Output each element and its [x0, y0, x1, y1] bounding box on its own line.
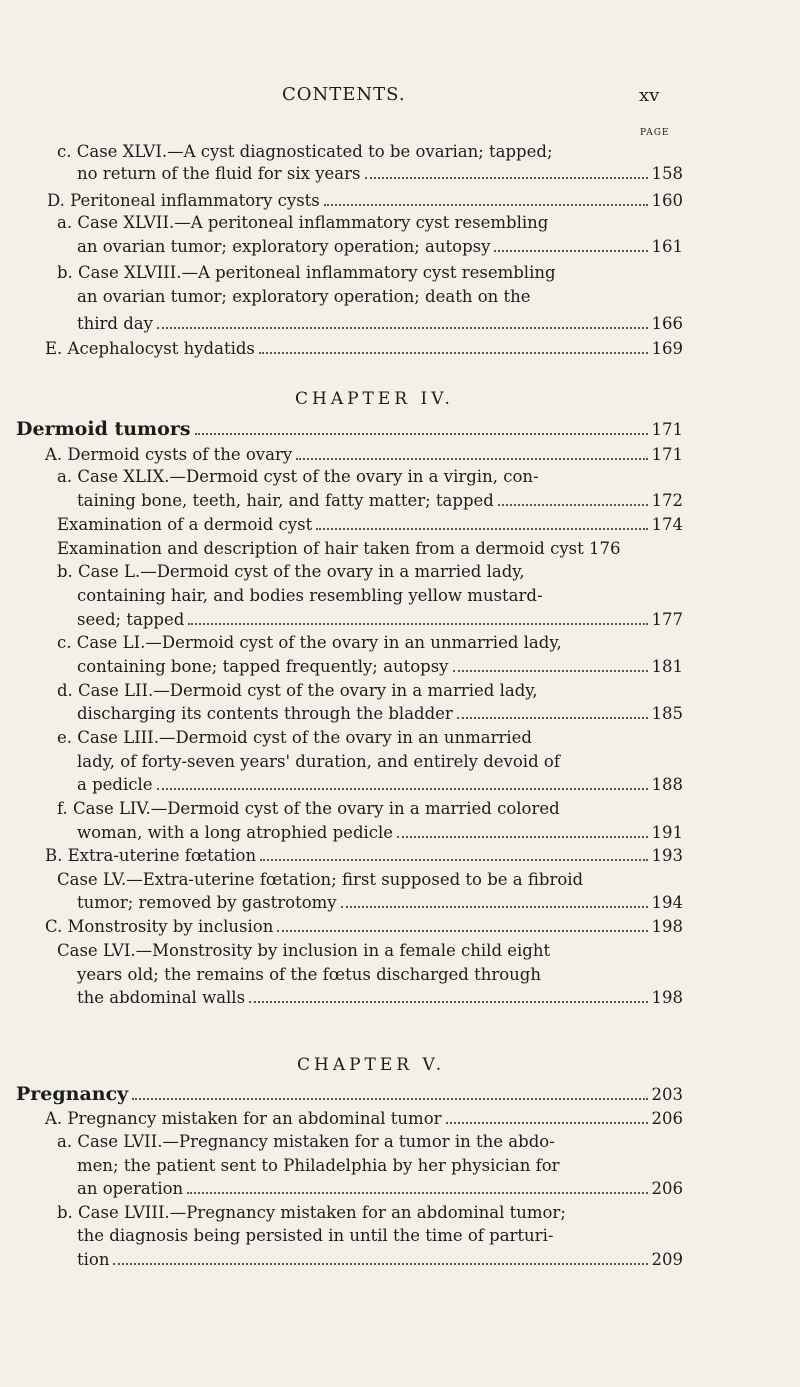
toc-line: years old; the remains of the fœtus discharged through — [77, 965, 541, 984]
toc-line: c. Case LI.—Dermoid cyst of the ovary in an unmarried lady, — [57, 633, 562, 652]
page-number: 203 — [651, 1085, 683, 1104]
toc-line: b. Case L.—Dermoid cyst of the ovary in a married lady, — [57, 562, 525, 581]
page-number: 172 — [651, 491, 683, 510]
page-number: 206 — [651, 1109, 683, 1128]
page-number: 193 — [651, 846, 683, 865]
toc-entry: B. Extra-uterine fœtation 193 — [45, 846, 683, 865]
page-number: 171 — [651, 420, 683, 439]
toc-line: the diagnosis being persisted in until the time of parturi- — [77, 1226, 554, 1245]
toc-line: b. Case XLVIII.—A peritoneal inflammatory cyst resembling — [57, 263, 556, 282]
toc-entry: discharging its contents through the bladder 185 — [77, 704, 683, 723]
toc-line: b. Case LVIII.—Pregnancy mistaken for an abdominal tumor; — [57, 1203, 566, 1222]
toc-entry: C. Monstrosity by inclusion 198 — [45, 917, 683, 936]
toc-entry: Examination of a dermoid cyst 174 — [57, 515, 683, 534]
toc-line: e. Case LIII.—Dermoid cyst of the ovary in an unmarried — [57, 728, 532, 747]
page-column-label: PAGE — [640, 128, 670, 138]
toc-entry: Pregnancy 203 — [16, 1083, 683, 1105]
toc-entry: woman, with a long atrophied pedicle 191 — [77, 823, 683, 842]
toc-line: men; the patient sent to Philadelphia by her physician for — [77, 1156, 560, 1175]
page-number: 174 — [651, 515, 683, 534]
toc-entry: an operation 206 — [77, 1179, 683, 1198]
page-number: 198 — [651, 917, 683, 936]
page-number: 158 — [651, 164, 683, 183]
toc-line: d. Case LII.—Dermoid cyst of the ovary in a married lady, — [57, 681, 538, 700]
page-number: 181 — [651, 657, 683, 676]
toc-entry: D. Peritoneal inflammatory cysts 160 — [47, 191, 683, 210]
toc-entry: seed; tapped 177 — [77, 610, 683, 629]
toc-entry: tumor; removed by gastrotomy 194 — [77, 893, 683, 912]
chapter-heading: CHAPTER V. — [297, 1055, 446, 1075]
toc-entry: no return of the fluid for six years 158 — [77, 164, 683, 183]
toc-entry: Dermoid tumors 171 — [16, 418, 683, 440]
page-number: 177 — [651, 610, 683, 629]
toc-line: an ovarian tumor; exploratory operation; death on the — [77, 287, 531, 306]
page-number: 171 — [651, 445, 683, 464]
toc-line: Examination and description of hair taken from a dermoid cyst 176 — [57, 539, 621, 558]
toc-entry: an ovarian tumor; exploratory operation; autopsy 161 — [77, 237, 683, 256]
toc-line: f. Case LIV.—Dermoid cyst of the ovary in a married colored — [57, 799, 560, 818]
toc-line: Case LVI.—Monstrosity by inclusion in a female child eight — [57, 941, 551, 960]
page-number: 191 — [651, 823, 683, 842]
toc-line: a. Case XLIX.—Dermoid cyst of the ovary in a virgin, con- — [57, 467, 539, 486]
page-number: 188 — [651, 775, 683, 794]
toc-entry: tion 209 — [77, 1250, 683, 1269]
chapter-heading: CHAPTER IV. — [295, 389, 454, 409]
page-number: 160 — [651, 191, 683, 210]
page-header-title: CONTENTS. — [282, 84, 406, 105]
page-number: 206 — [651, 1179, 683, 1198]
page-number: 166 — [651, 314, 683, 333]
toc-entry: A. Pregnancy mistaken for an abdominal tumor 206 — [45, 1109, 683, 1128]
page-number: 161 — [651, 237, 683, 256]
toc-line: containing hair, and bodies resembling yellow mustard- — [77, 586, 543, 605]
page-number: 198 — [651, 988, 683, 1007]
toc-line: lady, of forty-seven years' duration, and entirely devoid of — [77, 752, 560, 771]
page-number: 194 — [651, 893, 683, 912]
page-number: 185 — [651, 704, 683, 723]
toc-line: a. Case XLVII.—A peritoneal inflammatory cyst resembling — [57, 213, 549, 232]
toc-entry: a pedicle 188 — [77, 775, 683, 794]
toc-entry: A. Dermoid cysts of the ovary 171 — [45, 445, 683, 464]
toc-entry: containing bone; tapped frequently; autopsy 181 — [77, 657, 683, 676]
toc-entry: E. Acephalocyst hydatids 169 — [45, 339, 683, 358]
page-header-numeral: xv — [639, 85, 660, 106]
toc-entry: third day 166 — [77, 314, 683, 333]
toc-entry: taining bone, teeth, hair, and fatty matter; tapped 172 — [77, 491, 683, 510]
toc-line: c. Case XLVI.—A cyst diagnosticated to be ovarian; tapped; — [57, 142, 553, 161]
page-number: 209 — [651, 1250, 683, 1269]
toc-entry: the abdominal walls 198 — [77, 988, 683, 1007]
page-number: 169 — [651, 339, 683, 358]
toc-line: Case LV.—Extra-uterine fœtation; first supposed to be a fibroid — [57, 870, 584, 889]
toc-line: a. Case LVII.—Pregnancy mistaken for a tumor in the abdo- — [57, 1132, 555, 1151]
